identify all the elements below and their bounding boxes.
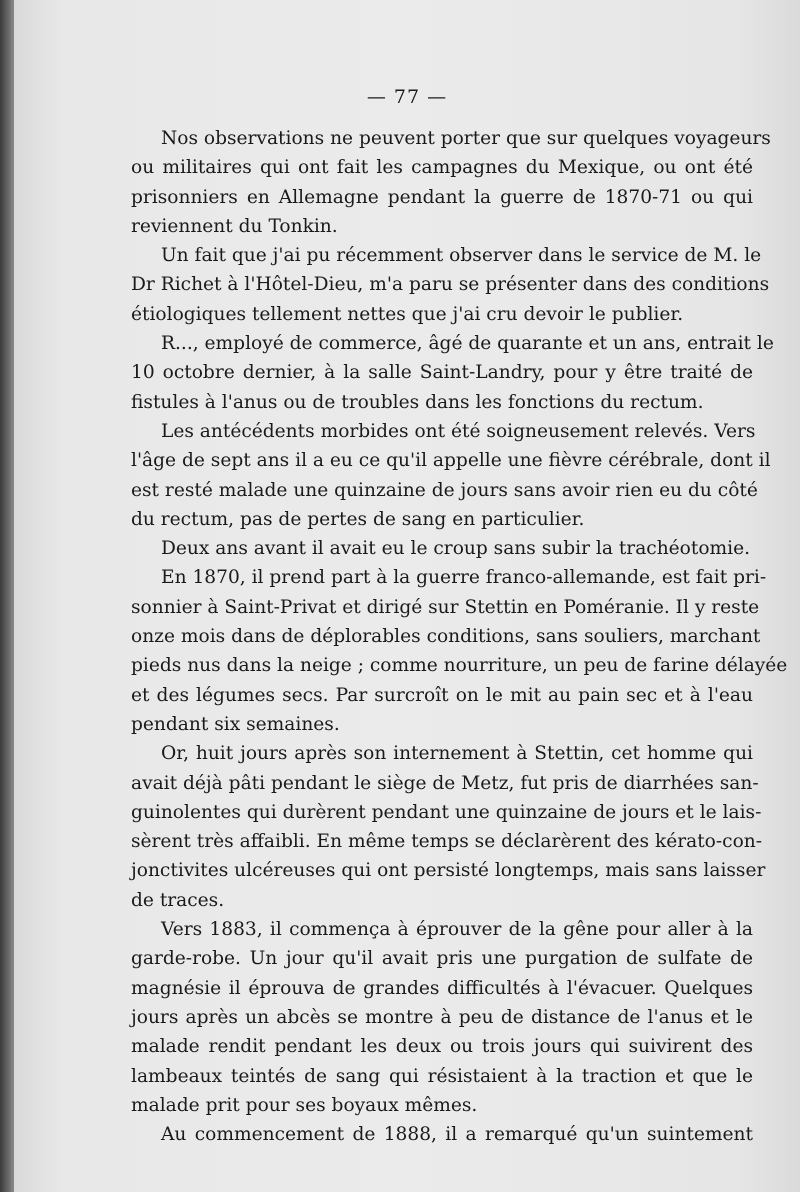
text-line: jours après un abcès se montre à peu de distance de l'anus et le	[131, 1006, 753, 1028]
text-line: magnésie il éprouva de grandes difficultés à l'évacuer. Quelques	[131, 977, 753, 999]
text-line: guinolentes qui durèrent pendant une quinzaine de jours et le lais-	[131, 801, 762, 823]
text-line: pendant six semaines.	[131, 713, 340, 735]
scan-edge	[0, 0, 14, 1192]
text-line: et des légumes secs. Par surcroît on le mit au pain sec et à l'eau	[131, 684, 753, 706]
text-line: Les antécédents morbides ont été soigneusement relevés. Vers	[161, 420, 756, 442]
text-line: sèrent très affaibli. En même temps se déclarèrent des kérato-con-	[131, 831, 763, 853]
text-line: garde-robe. Un jour qu'il avait pris une purgation de sulfate de	[131, 948, 753, 970]
text-line: du rectum, pas de pertes de sang en particulier.	[131, 508, 585, 530]
text-line: 10 octobre dernier, à la salle Saint-Landry, pour y être traité de	[131, 362, 753, 384]
paragraph	[131, 329, 774, 417]
body-text	[131, 124, 788, 1149]
book-page	[14, 0, 800, 1192]
text-line: malade prit pour ses boyaux mêmes.	[131, 1094, 478, 1116]
paragraph	[131, 417, 771, 534]
text-line: fistules à l'anus ou de troubles dans les fonctions du rectum.	[131, 391, 704, 413]
text-line: sonnier à Saint-Privat et dirigé sur Stettin en Poméranie. Il y reste	[131, 596, 760, 618]
paragraph	[131, 534, 753, 563]
text-line: reviennent du Tonkin.	[131, 215, 338, 237]
text-line: pieds nus dans la neige ; comme nourriture, un peu de farine délayée	[131, 655, 788, 677]
text-line: étiologiques tellement nettes que j'ai cru devoir le publier.	[131, 303, 684, 325]
text-line: R..., employé de commerce, âgé de quarante et un ans, entrait le	[161, 333, 774, 355]
text-line: Au commencement de 1888, il a remarqué qu'un suintement	[161, 1124, 753, 1146]
text-line: jonctivites ulcéreuses qui ont persisté longtemps, mais sans laisser	[131, 860, 766, 882]
text-line: est resté malade une quinzaine de jours sans avoir rien eu du côté	[131, 479, 758, 501]
text-line: de traces.	[131, 889, 225, 911]
text-line: prisonniers en Allemagne pendant la guerre de 1870-71 ou qui	[131, 186, 753, 208]
text-line: Vers 1883, il commença à éprouver de la gêne pour aller à la	[161, 919, 753, 941]
paragraph	[131, 124, 771, 241]
text-line: Un fait que j'ai pu récemment observer dans le service de M. le	[161, 245, 762, 267]
text-line: l'âge de sept ans il a eu ce qu'il appelle une fièvre cérébrale, dont il	[131, 450, 771, 472]
paragraph	[131, 739, 766, 915]
text-line: Nos observations ne peuvent porter que sur quelques voyageurs	[161, 128, 771, 149]
text-line: Deux ans avant il avait eu le croup sans subir la trachéotomie.	[161, 538, 751, 560]
text-line: Or, huit jours après son internement à Stettin, cet homme qui	[161, 743, 753, 765]
paragraph	[131, 1120, 753, 1149]
paragraph	[131, 241, 770, 329]
text-line: En 1870, il prend part à la guerre franco-allemande, est fait pri-	[161, 567, 767, 589]
paragraph	[131, 563, 788, 739]
text-line: avait déjà pâti pendant le siège de Metz, fut pris de diarrhées san-	[131, 772, 759, 794]
text-line: onze mois dans de déplorables conditions, sans souliers, marchant	[131, 626, 761, 648]
text-line: Dr Richet à l'Hôtel-Dieu, m'a paru se présenter dans des conditions	[131, 274, 770, 296]
text-line: malade rendit pendant les deux ou trois jours qui suivirent des	[131, 1036, 753, 1058]
paragraph	[131, 915, 753, 1120]
text-line: ou militaires qui ont fait les campagnes du Mexique, ou ont été	[131, 157, 753, 179]
text-line: lambeaux teintés de sang qui résistaient à la traction et que le	[131, 1065, 753, 1087]
page-number: — 77 —	[366, 86, 448, 108]
